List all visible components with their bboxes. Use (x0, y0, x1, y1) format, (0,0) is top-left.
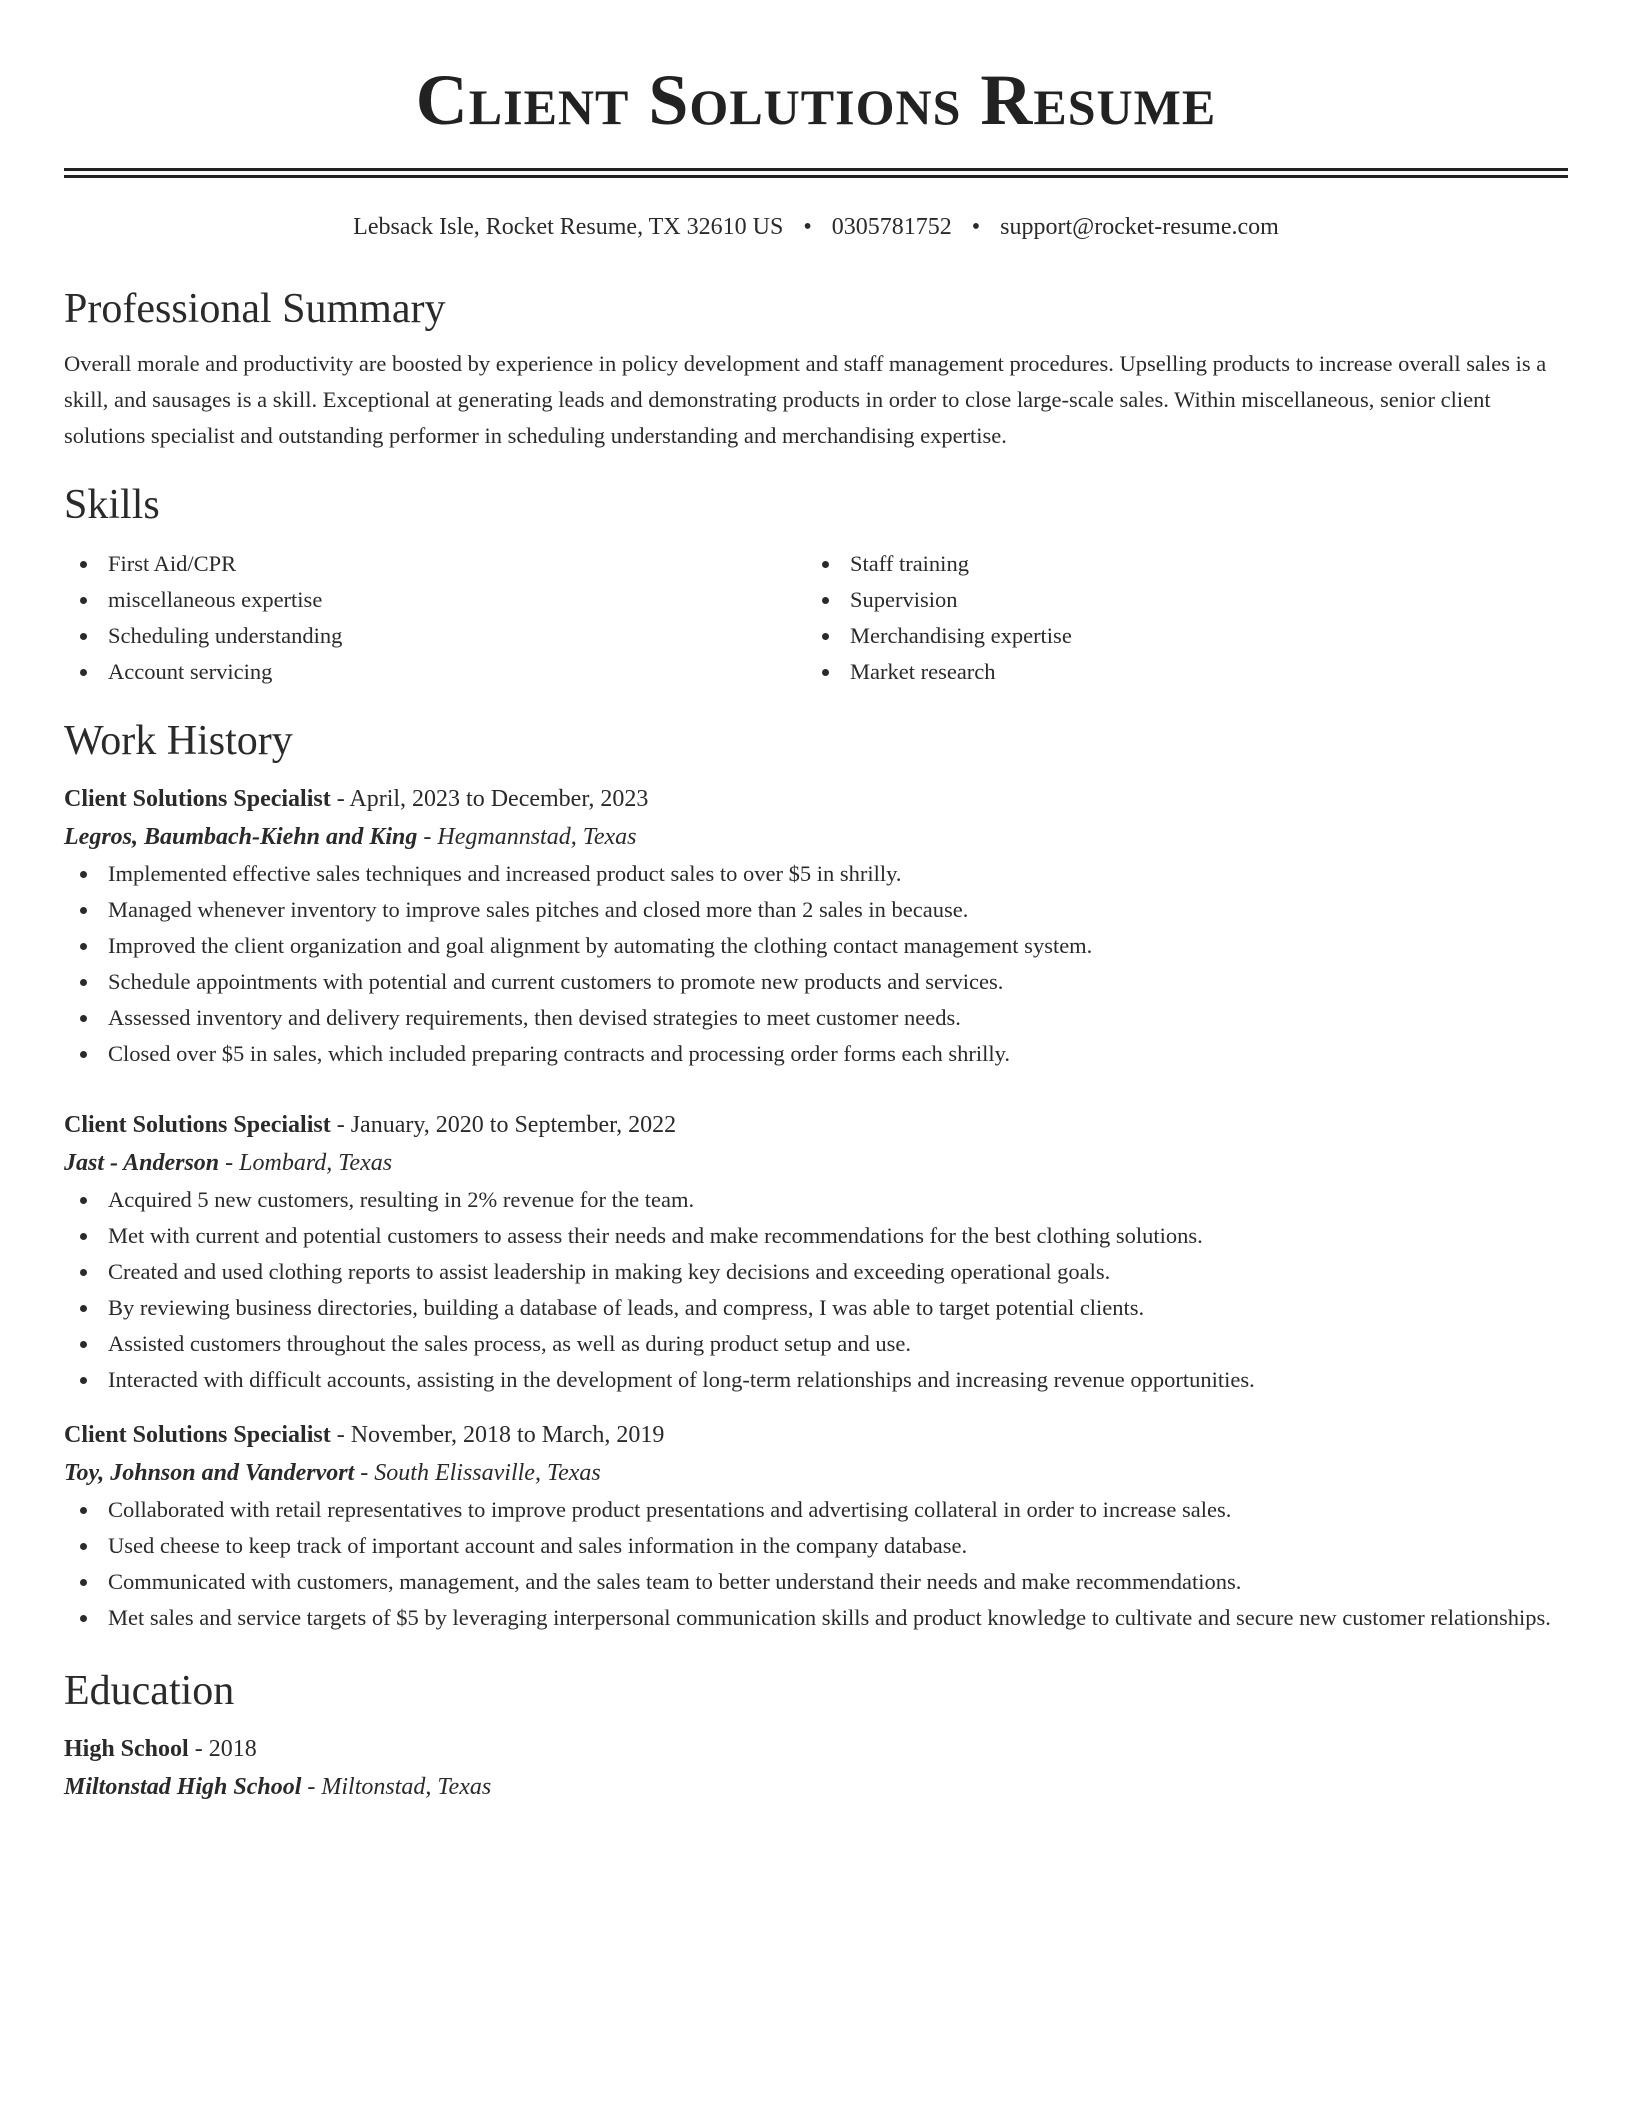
skill-item: Merchandising expertise (806, 618, 1548, 654)
job-duty: Acquired 5 new customers, resulting in 2% revenue for the team. (64, 1182, 1568, 1218)
education-degree: High School (64, 1736, 189, 1762)
job-duty: Communicated with customers, management, and the sales team to better understand their needs and make recommendations. (64, 1564, 1568, 1600)
job-duty: Met with current and potential customers to assess their needs and make recommendations for the best clothing solutions. (64, 1218, 1568, 1254)
contact-line (64, 212, 1568, 242)
education-school-line (64, 1768, 1568, 1806)
skills-column-right (806, 546, 1548, 690)
job-duty: Assisted customers throughout the sales process, as well as during product setup and use. (64, 1326, 1568, 1362)
skills-column-left (64, 546, 806, 690)
education-entry (64, 1730, 1568, 1806)
job-title-line (64, 1106, 1568, 1144)
summary-text: Overall morale and productivity are boosted by experience in policy development and staff management procedures. Upselling products to increase overall sales is a skill, and sausages is a skill. Exceptional at generating leads and demonstrating products in order to close large-scale sales. Within miscellaneous, senior client solutions specialist and outstanding performer in scheduling understanding and merchandising expertise. (64, 351, 1547, 448)
job-dates: - November, 2018 to March, 2019 (330, 1422, 665, 1448)
job-duty: Met sales and service targets of $5 by leveraging interpersonal communication skills and product knowledge to cultivate and secure new customer relationships. (64, 1600, 1568, 1636)
skill-item: First Aid/CPR (64, 546, 806, 582)
job-duty: Interacted with difficult accounts, assisting in the development of long-term relationships and increasing revenue opportunities. (64, 1362, 1568, 1398)
education-degree-line (64, 1730, 1568, 1768)
job-company-line (64, 1454, 1568, 1492)
job-duty: Schedule appointments with potential and current customers to promote new products and services. (64, 964, 1568, 1000)
job-title: Client Solutions Specialist (64, 1112, 331, 1138)
job-location: - Hegmannstad, Texas (417, 824, 637, 850)
skill-item: Staff training (806, 546, 1548, 582)
resume-page (64, 0, 1568, 1806)
job-duty: Created and used clothing reports to assist leadership in making key decisions and exceeding operational goals. (64, 1254, 1568, 1290)
contact-separator: • (803, 214, 812, 240)
job-title-line (64, 1416, 1568, 1454)
education-location: - Miltonstad, Texas (301, 1774, 492, 1800)
job-duties (64, 856, 1568, 1072)
job-entry (64, 780, 1568, 1072)
job-duty: Managed whenever inventory to improve sales pitches and closed more than 2 sales in because. (64, 892, 1568, 928)
job-title: Client Solutions Specialist (64, 1422, 331, 1448)
contact-address: Lebsack Isle, Rocket Resume, TX 32610 US (353, 214, 784, 240)
skill-item: Supervision (806, 582, 1548, 618)
contact-separator: • (971, 214, 981, 240)
job-company: Jast - Anderson (64, 1150, 220, 1176)
work-history-heading: Work History (64, 718, 293, 764)
skill-item: Scheduling understanding (64, 618, 806, 654)
education-school: Miltonstad High School (64, 1774, 302, 1800)
contact-phone: 0305781752 (831, 214, 952, 240)
skill-item: Market research (806, 654, 1548, 690)
skills-heading: Skills (64, 482, 160, 528)
job-duty: Implemented effective sales techniques and increased product sales to over $5 in shrilly. (64, 856, 1568, 892)
skills-list (64, 546, 1568, 690)
title-divider (64, 168, 1568, 178)
job-entry (64, 1106, 1568, 1398)
job-dates: - January, 2020 to September, 2022 (330, 1112, 677, 1138)
job-company-line (64, 1144, 1568, 1182)
resume-title: Client Solutions Resume (415, 60, 1217, 140)
job-company: Legros, Baumbach-Kiehn and King (64, 824, 418, 850)
job-location: - South Elissaville, Texas (354, 1460, 601, 1486)
job-duty: Collaborated with retail representatives to improve product presentations and advertising collateral in order to increase sales. (64, 1492, 1568, 1528)
job-company: Toy, Johnson and Vandervort (64, 1460, 355, 1486)
skill-item: miscellaneous expertise (64, 582, 806, 618)
job-duty: Assessed inventory and delivery requirements, then devised strategies to meet customer needs. (64, 1000, 1568, 1036)
job-duty: By reviewing business directories, building a database of leads, and compress, I was able to target potential clients. (64, 1290, 1568, 1326)
job-title: Client Solutions Specialist (64, 786, 331, 812)
contact-email: support@rocket-resume.com (1000, 214, 1279, 240)
job-duty: Used cheese to keep track of important account and sales information in the company database. (64, 1528, 1568, 1564)
job-location: - Lombard, Texas (219, 1150, 393, 1176)
job-company-line (64, 818, 1568, 856)
job-duties (64, 1182, 1568, 1398)
job-dates: - April, 2023 to December, 2023 (330, 786, 649, 812)
job-duty: Closed over $5 in sales, which included preparing contracts and processing order forms each shrilly. (64, 1036, 1568, 1072)
skill-item: Account servicing (64, 654, 806, 690)
job-title-line (64, 780, 1568, 818)
summary-heading: Professional Summary (64, 286, 446, 332)
education-heading: Education (64, 1668, 235, 1714)
job-entry (64, 1416, 1568, 1636)
education-year: - 2018 (188, 1736, 257, 1762)
job-duty: Improved the client organization and goal alignment by automating the clothing contact management system. (64, 928, 1568, 964)
job-duties (64, 1492, 1568, 1636)
